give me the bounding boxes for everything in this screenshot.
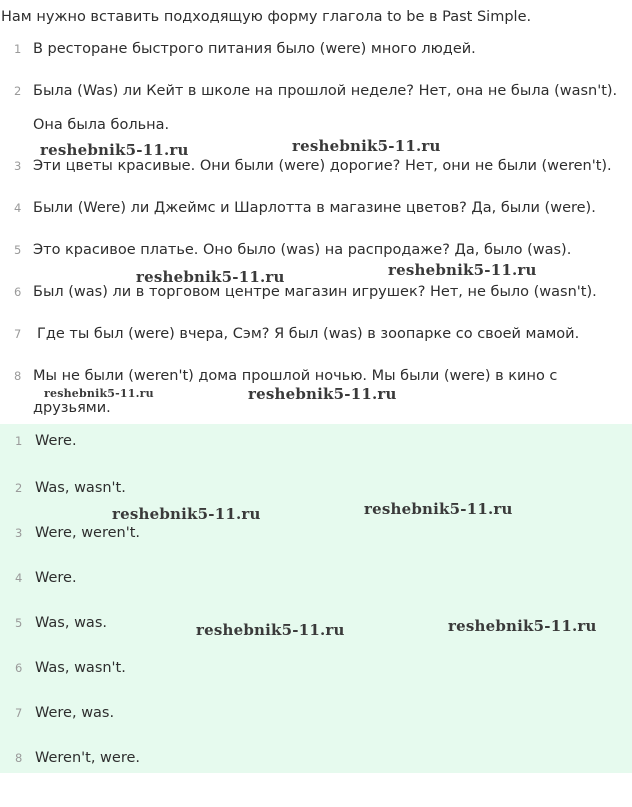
watermark: reshebnik5-11.ru bbox=[112, 505, 261, 523]
question-text: Мы не были (weren't) дома прошлой ночью. Мы были (were) в кино с bbox=[33, 368, 558, 384]
question-number: 4 bbox=[14, 201, 22, 215]
question-number: 6 bbox=[14, 285, 22, 299]
question-text: Эти цветы красивые. Они были (were) дорогие? Нет, они не были (weren't). bbox=[33, 158, 612, 174]
watermark: reshebnik5-11.ru bbox=[292, 137, 441, 155]
answer-text: Were. bbox=[35, 570, 77, 586]
answer-number: 8 bbox=[15, 751, 23, 765]
answer-text: Were, weren't. bbox=[35, 525, 141, 541]
answer-text: Was, wasn't. bbox=[35, 660, 126, 676]
task-instruction: Нам нужно вставить подходящую форму глагола to be в Past Simple. bbox=[1, 9, 532, 25]
answer-text: Weren't, were. bbox=[35, 750, 141, 766]
watermark: reshebnik5-11.ru bbox=[248, 385, 397, 403]
answer-number: 4 bbox=[15, 571, 23, 585]
question-number: 1 bbox=[14, 42, 22, 56]
question-text: Где ты был (were) вчера, Сэм? Я был (was) в зоопарке со своей мамой. bbox=[37, 326, 580, 342]
question-number: 3 bbox=[14, 159, 22, 173]
answer-number: 5 bbox=[15, 616, 23, 630]
answer-number: 3 bbox=[15, 526, 23, 540]
watermark: reshebnik5-11.ru bbox=[44, 387, 154, 400]
watermark: reshebnik5-11.ru bbox=[364, 500, 513, 518]
answer-number: 1 bbox=[15, 434, 23, 448]
answer-text: Were, was. bbox=[35, 705, 115, 721]
answer-text: Was, was. bbox=[35, 615, 107, 631]
watermark: reshebnik5-11.ru bbox=[40, 141, 189, 159]
question-text: Была (Was) ли Кейт в школе на прошлой неделе? Нет, она не была (wasn't). bbox=[33, 83, 618, 99]
answer-number: 2 bbox=[15, 481, 23, 495]
question-text: В ресторане быстрого питания было (were) много людей. bbox=[33, 41, 476, 57]
question-text: Были (Were) ли Джеймс и Шарлотта в магазине цветов? Да, были (were). bbox=[33, 200, 596, 216]
question-text: Был (was) ли в торговом центре магазин игрушек? Нет, не было (wasn't). bbox=[33, 284, 597, 300]
question-number: 7 bbox=[14, 327, 22, 341]
watermark: reshebnik5-11.ru bbox=[388, 261, 537, 279]
question-number: 8 bbox=[14, 369, 22, 383]
answer-text: Were. bbox=[35, 433, 77, 449]
watermark: reshebnik5-11.ru bbox=[196, 621, 345, 639]
answer-number: 6 bbox=[15, 661, 23, 675]
question-text-line-2: друзьями. bbox=[33, 400, 111, 416]
answer-text: Was, wasn't. bbox=[35, 480, 126, 496]
question-text-line-2: Она была больна. bbox=[33, 117, 170, 133]
watermark: reshebnik5-11.ru bbox=[136, 268, 285, 286]
question-number: 5 bbox=[14, 243, 22, 257]
answer-number: 7 bbox=[15, 706, 23, 720]
watermark: reshebnik5-11.ru bbox=[448, 617, 597, 635]
answers-panel bbox=[0, 424, 632, 773]
question-number: 2 bbox=[14, 84, 22, 98]
question-text: Это красивое платье. Оно было (was) на распродаже? Да, было (was). bbox=[33, 242, 572, 258]
